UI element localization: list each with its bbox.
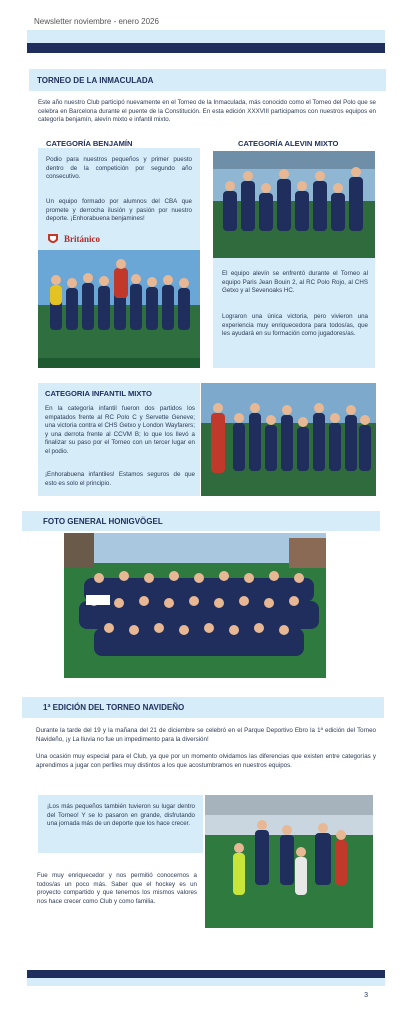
alevin-text-1: El equipo alevín se enfrentó durante el Torneo al equipo Paris Jean Bouin 2, al RC Polo Rojo, al CHS Getxo y al Sevenoaks HC. bbox=[222, 270, 368, 295]
footer-navy-bar bbox=[27, 970, 385, 978]
benjamin-title: CATEGORÍA BENJAMÍN bbox=[46, 139, 133, 148]
photo-navideno bbox=[205, 795, 373, 928]
navideno-text-3: ¡Los más pequeños también tuvieron su lugar dentro del Torneo! Y se lo pasaron en grande, disfrutando una jornada más de un deporte que los hace crecer. bbox=[47, 803, 195, 828]
infantil-panel bbox=[38, 383, 200, 496]
section-title-honig bbox=[22, 511, 380, 531]
infantil-text-1: En la categoría infantil fueron dos partidos los empatados frente al RC Polo C y Servette Geneve; una victoria contra el CHS Getxo y London Wayfarers; y una derrota frente al CCVM B; lo que los llevó a finalizar su paso por el Torneo con un tercer lugar en el podio. bbox=[45, 405, 195, 455]
infantil-text-2: ¡Enhorabuena infantiles! Estamos seguros de que esto es solo el principio. bbox=[45, 471, 195, 487]
alevin-title: CATEGORÍA ALEVIN MIXTO bbox=[238, 139, 339, 148]
alevin-text-2: Lograron una única victoria, pero vivieron una experiencia muy enriquecedora para todos/as, que les ayudará en su formación como jugadores/as. bbox=[222, 313, 368, 338]
photo-infantil-team bbox=[201, 383, 376, 496]
crest-icon bbox=[46, 232, 60, 246]
photo-benjamin-team bbox=[38, 250, 200, 368]
header-light-bar bbox=[27, 30, 385, 43]
navideno-title-text: 1ª EDICIÓN DEL TORNEO NAVIDEÑO bbox=[43, 703, 185, 712]
benjamin-text-1: Podio para nuestros pequeños y primer puesto dentro de la competición por segundo año consecutivo. bbox=[46, 156, 192, 181]
photo-general-honigvogel bbox=[64, 533, 326, 678]
britanico-logo bbox=[46, 232, 100, 246]
britanico-logo-text: Británico bbox=[64, 234, 100, 244]
newsletter-header: Newsletter noviembre - enero 2026 bbox=[34, 17, 159, 26]
section-title-inmaculada bbox=[29, 69, 386, 91]
alevin-panel bbox=[213, 258, 375, 368]
navideno-text-1: Durante la tarde del 19 y la mañana del 21 de diciembre se celebró en el Parque Deportivo Ebro la 1ª edición del Torneo Navideño, ¡y La lluvia no fue un impedimento para la diversión! bbox=[36, 727, 376, 743]
benjamin-panel bbox=[38, 148, 200, 250]
navideno-panel bbox=[38, 795, 203, 853]
footer-light-bar bbox=[27, 978, 385, 986]
inmaculada-intro: Este año nuestro Club participó nuevamente en el Torneo de la Inmaculada, más conocido como el Torneo del Polo que se celebra en Barcelona durante el puente de la Constitución. En esta edición XXXVIII participamos con nuestros equipos en categoría benjamín, alevín mixto e infantil mixto. bbox=[38, 99, 376, 124]
header-navy-bar bbox=[27, 43, 385, 53]
honig-title-text: FOTO GENERAL HONIGVÖGEL bbox=[43, 516, 163, 526]
page-number: 3 bbox=[364, 992, 368, 999]
photo-alevin-team bbox=[213, 151, 375, 258]
navideno-text-2: Una ocasión muy especial para el Club, ya que por un momento olvidamos las diferencias que existen entre categorías y aprendimos a jugar con perfiles muy distintos a los que acostumbramos en nuestros equipos. bbox=[36, 753, 376, 769]
infantil-title: CATEGORIA INFANTIL MIXTO bbox=[45, 389, 152, 398]
benjamin-text-2: Un equipo formado por alumnos del CBA que promete y derrocha ilusión y pasión por nuestro deporte. ¡Enhorabuena benjamines! bbox=[46, 198, 192, 223]
navideno-text-4: Fue muy enriquecedor y nos permitió conocernos a todos/as un poco más. Saber que el hockey es un proyecto compartido y que tenemos los mismos valores nos hace crecer como Club y como familia. bbox=[37, 872, 197, 905]
inmaculada-title-text: TORNEO DE LA INMACULADA bbox=[37, 75, 154, 85]
section-title-navideno bbox=[22, 697, 384, 718]
